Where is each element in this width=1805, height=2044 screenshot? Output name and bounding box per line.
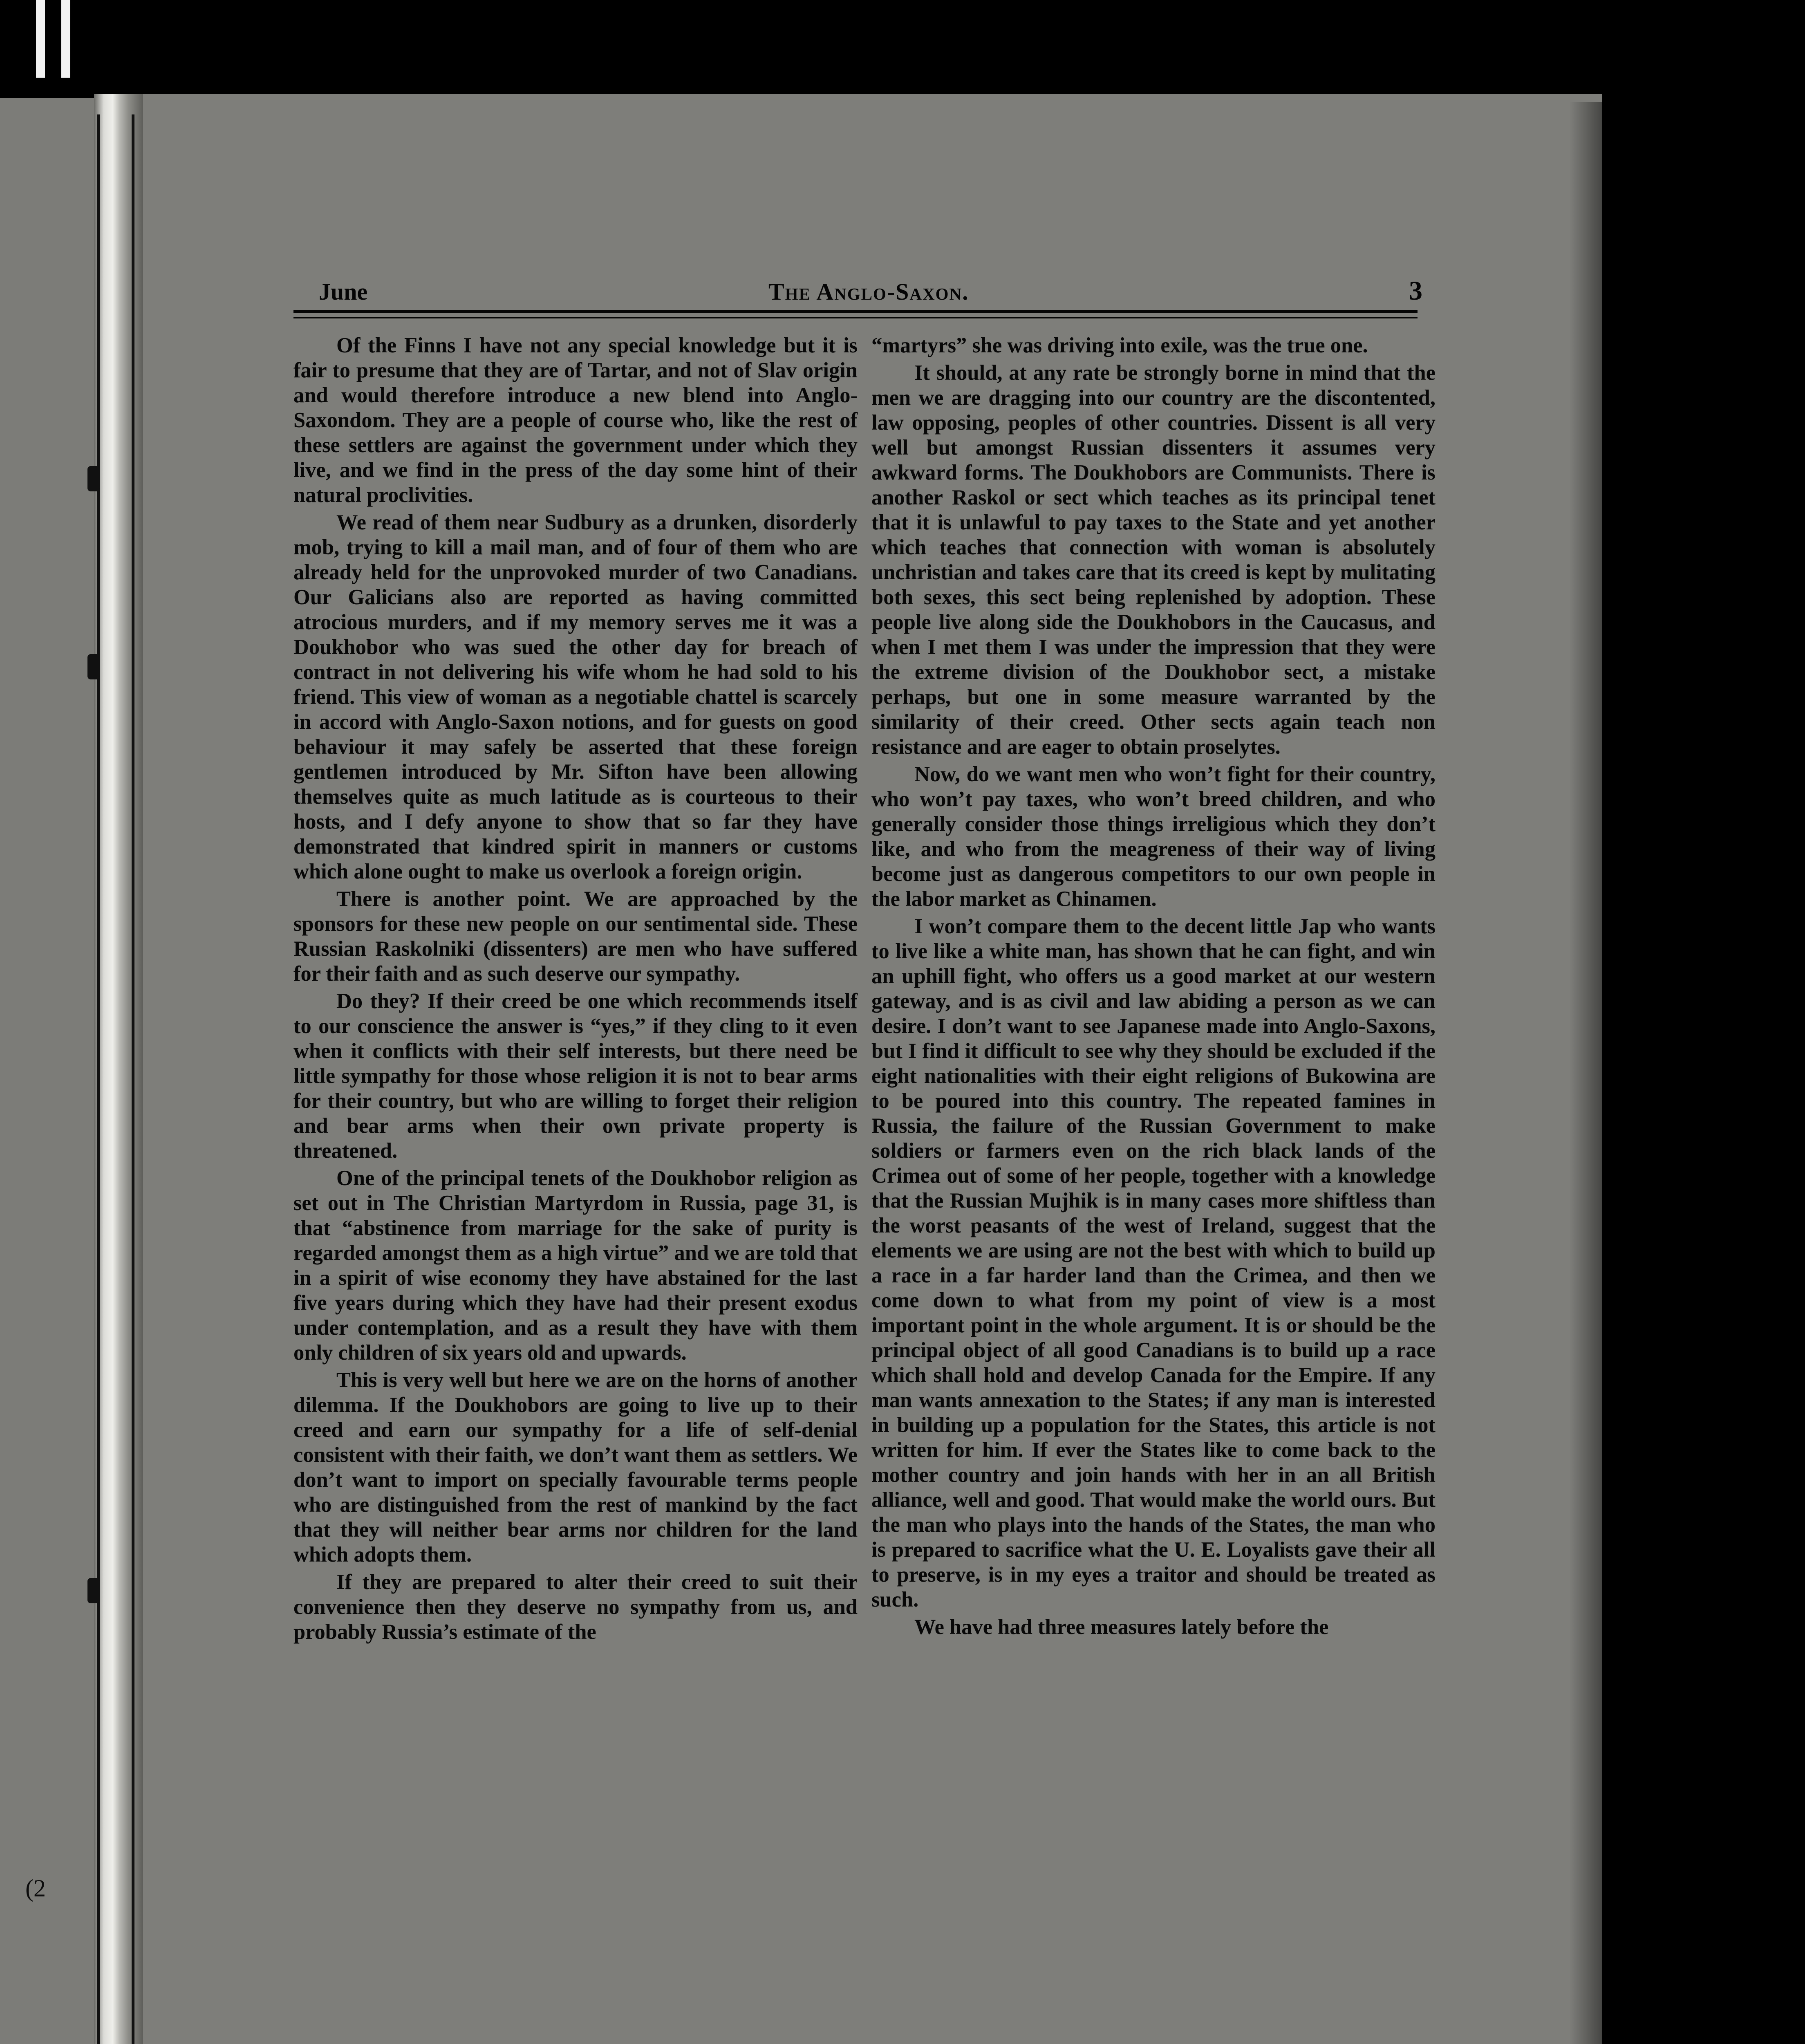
binding-stitch [87, 1578, 100, 1603]
header-rule [293, 317, 1418, 318]
running-header [319, 278, 1422, 311]
header-month: June [319, 278, 368, 305]
binding-stitch [87, 466, 100, 491]
paragraph: Of the Finns I have not any special knowledge but it is fair to presume that they are of Tartar, and not of Slav origin and would therefore introduce a new blend into Anglo-Saxondom. They are a people of course who, like the rest of these settlers are against the government under which they live, and we find in the press of the day some hint of their natural proclivities. [293, 334, 858, 507]
paragraph: “martyrs” she was driving into exile, was the true one. [871, 334, 1368, 357]
text-column-left [293, 333, 858, 1944]
film-edge-mark [61, 0, 70, 78]
gutter-line [132, 114, 134, 2044]
gutter-line [97, 114, 100, 2044]
film-edge-mark [36, 0, 45, 78]
page-right-shadow [1570, 102, 1602, 2044]
binding-stitch [87, 654, 100, 679]
paragraph: I won’t compare them to the decent little Jap who wants to live like a white man, has shown that he can fight, and win an uphill fight, who offers us a good market at our western gateway, and is as civil and law abiding a person as we can desire. I don’t want to see Japanese made into Anglo-Saxons, but I find it difficult to see why they should be excluded if the eight nationalities with their eight religions of Bukowina are to be poured into this country. The repeated famines in Russia, the failure of the Russian Government to make soldiers or farmers even on the rich black lands of the Crimea out of some of her people, together with a knowledge that the Russian Mujhik is in many cases more shiftless than the worst peasants of the west of Ireland, suggest that the elements we are using are not the best with which to build up a race in a far harder land than the Crimea, and then we come down to what from my point of view is a most important point in the whole argument. It is or should be the principal object of all good Canadians is to build up a race which shall hold and develop Canada for the Empire. If any man wants annexation to the States; if any man is interested in building up a population for the States, this article is not written for him. If ever the States like to come back to the mother country and join hands with her in an all British alliance, well and good. That would make the world ours. But the man who plays into the hands of the States, the man who is prepared to sacrifice what the U. E. Loyalists gave their all to preserve, is in my eyes a traitor and should be treated as such. [871, 914, 1435, 1611]
text-column-right [871, 333, 1435, 1944]
header-publication-title: The Anglo-Saxon. [768, 278, 969, 305]
paragraph: If they are prepared to alter their creed to suit their convenience then they deserve no sympathy from us, and probably Russia’s estimate of the [293, 1570, 858, 1644]
paragraph: This is very well but here we are on the horns of another dilemma. If the Doukhobors are going to live up to their creed and earn our sympathy for a life of self-denial consistent with their faith, we don’t want them as settlers. We don’t want to import on specially favourable terms people who are distinguished from the rest of mankind by the fact that they will neither bear arms nor children for the land which adopts them. [293, 1368, 858, 1567]
paragraph: It should, at any rate be strongly borne in mind that the men we are dragging into our country are the discontented, law opposing, peoples of other countries. Dissent is all very well but amongst Russian dissenters it assumes very awkward forms. The Doukhobors are Communists. There is another Raskol or sect which teaches as its principal tenet that it is unlawful to pay taxes to the State and yet another which teaches that connection with woman is absolutely unchristian and takes care that its creed is kept by mulitating both sexes, this sect being replenished by adoption. These people live along side the Doukhobors in the Caucasus, and when I met them I was under the impression that they were the extreme division of the Doukhobor sect, a mistake perhaps, but one in some measure warranted by the similarity of their creed. Other sects again teach non resistance and are eager to obtain proselytes. [871, 361, 1435, 759]
paragraph: Do they? If their creed be one which recommends itself to our conscience the answer is “yes,” if they cling to it even when it conflicts with their self interests, but there need be little sympathy for those whose religion it is not to bear arms for their country, but who are willing to forget their religion and bear arms when their own private property is threatened. [293, 989, 858, 1163]
header-rule [293, 310, 1418, 313]
paragraph: Now, do we want men who won’t fight for their country, who won’t pay taxes, who won’t breed children, and who generally consider those things irreligious which they don’t like, and who from the meagreness of their way of living become just as dangerous competitors to our own people in the labor market as Chinamen. [871, 762, 1435, 911]
margin-scribble: (2 [25, 1875, 46, 1902]
paragraph: There is another point. We are approached by the sponsors for these new people on our sentimental side. These Russian Raskolniki (dissenters) are men who have suffered for their faith and as such deserve our sympathy. [293, 887, 858, 986]
header-page-number: 3 [1409, 276, 1422, 306]
previous-page-edge [0, 98, 102, 2044]
paragraph: One of the principal tenets of the Doukhobor religion as set out in The Christian Martyrdom in Russia, page 31, is that “abstinence from marriage for the sake of purity is regarded amongst them as a high virtue” and we are told that in a spirit of wise economy they have abstained for the last five years during which they have had their present exodus under contemplation, and as a result they have with them only children of six years old and upwards. [293, 1166, 858, 1365]
paragraph: We have had three measures lately before the [914, 1615, 1329, 1639]
paragraph: We read of them near Sudbury as a drunken, disorderly mob, trying to kill a mail man, and of four of them who are already held for the unprovoked murder of two Canadians. Our Galicians also are reported as having committed atrocious murders, and if my memory serves me it was a Doukhobor who was sued the other day for breach of contract in not delivering his wife whom he had sold to his friend. This view of woman as a negotiable chattel is scarcely in accord with Anglo-Saxon notions, and for guests on good behaviour it may safely be asserted that these foreign gentlemen introduced by Mr. Sifton have been allowing themselves quite as much latitude as is courteous to their hosts, and I defy anyone to show that so far they have demonstrated that kindred spirit in manners or customs which alone ought to make us overlook a foreign origin. [293, 511, 858, 883]
binding-gutter [94, 94, 143, 2044]
